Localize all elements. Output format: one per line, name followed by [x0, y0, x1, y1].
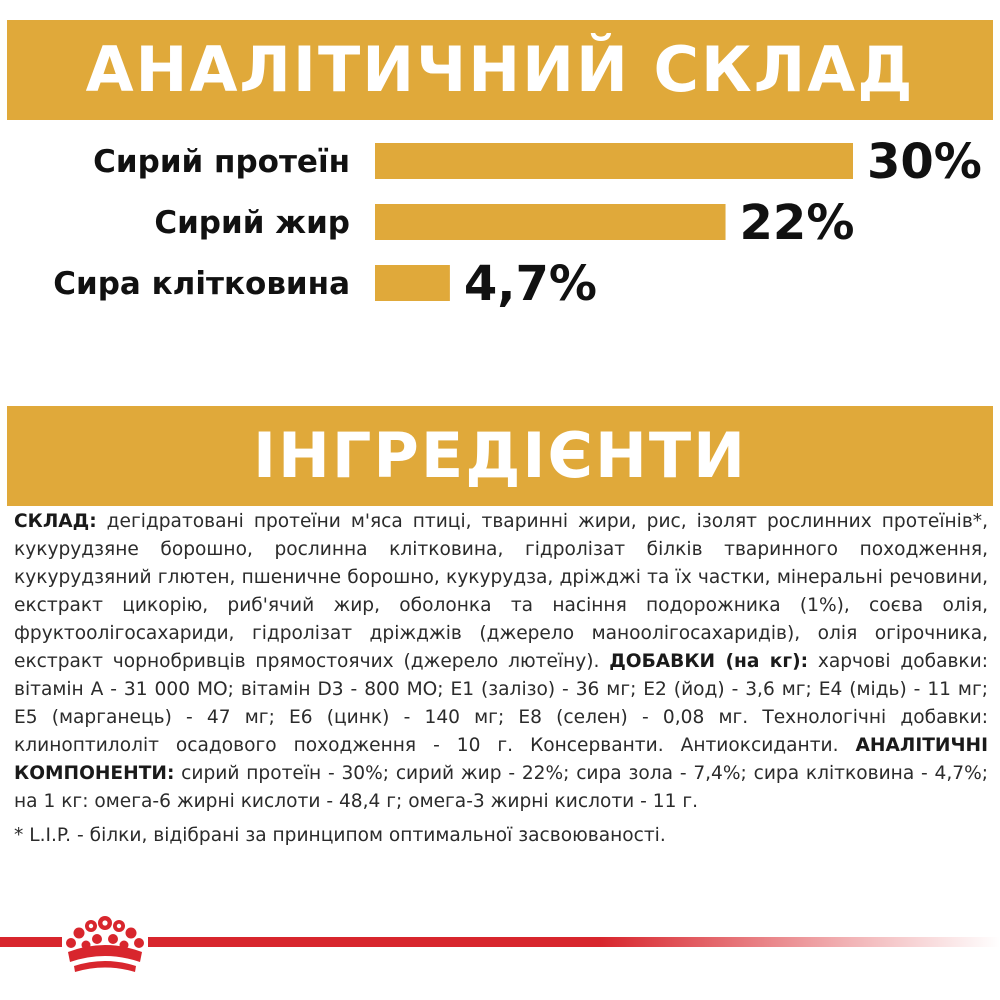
ingredients-banner — [7, 406, 993, 506]
category-label: Сирий жир — [154, 205, 350, 241]
nutrition-bar-chart — [0, 130, 1000, 320]
bar — [375, 265, 450, 301]
brand-line — [0, 937, 1000, 947]
analysis-banner — [7, 20, 993, 120]
composition-text: дегідратовані протеїни м'яса птиці, тваринні жири, рис, ізолят рослинних протеїнів*, кукурудзяне борошно, рослинна клітковина, гідролізат білків тваринного походження, кукурудзяний глютен, пшеничне борошно, кукурудза, дріжджі та їх частки, мінеральні речовини, екстракт цикорію, риб'ячий жир, оболонка та насіння подорожника (1%), соєва олія, фруктоолігосахариди, гідролізат дріжджів (джерело маноолігосахаридів), олія огірочника, екстракт чорнобривців прямостоячих (джерело лютеїну). — [14, 511, 988, 672]
value-label: 30% — [867, 134, 982, 190]
footnote: * L.I.P. - білки, відібрані за принципом оптимальної засвоюваності. — [14, 825, 666, 846]
bar — [375, 204, 726, 240]
bar — [375, 143, 853, 179]
analysis-title: АНАЛІТИЧНИЙ СКЛАД — [85, 33, 915, 106]
crown-logo-icon — [62, 912, 148, 976]
value-label: 4,7% — [463, 256, 598, 312]
value-label: 22% — [739, 195, 855, 251]
category-label: Сирий протеїн — [93, 144, 350, 180]
components-label: АНАЛІТИЧНІ КОМПОНЕНТИ: — [14, 735, 988, 784]
components-text: сирий протеїн - 30%; сирий жир - 22%; сира зола - 7,4%; сира клітковина - 4,7%; на 1 кг: омега-6 жирні кислоти - 48,4 г; омега-3 жирні кислоти - 11 г. — [14, 763, 988, 812]
ingredients-text — [14, 508, 988, 816]
additives-text: харчові добавки: вітамін А - 31 000 МО; вітамін D3 - 800 МО; Е1 (залізо) - 36 мг; Е2 (йод) - 3,6 мг; Е4 (мідь) - 11 мг; Е5 (марганець) - 47 мг; Е6 (цинк) - 140 мг; Е8 (селен) - 0,08 мг. Технологічні добавки: клиноптилоліт осадового походження - 10 г. Консерванти. Антиоксиданти. — [14, 651, 988, 756]
category-label: Сира клітковина — [53, 266, 350, 302]
ingredients-title: ІНГРЕДІЄНТИ — [252, 419, 748, 492]
additives-label: ДОБАВКИ (на кг): — [609, 651, 809, 672]
composition-label: СКЛАД: — [14, 511, 97, 532]
